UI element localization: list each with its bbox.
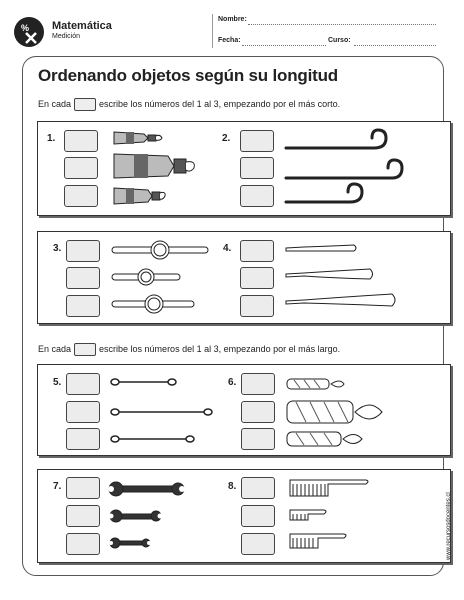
answer-box[interactable]	[66, 295, 100, 317]
answer-box[interactable]	[64, 185, 98, 207]
subject-title: Matemática	[52, 20, 112, 32]
topic-subtitle: Medición	[52, 33, 81, 40]
answer-box[interactable]	[241, 505, 275, 527]
exercise-number: 2.	[222, 133, 231, 144]
answer-box[interactable]	[66, 240, 100, 262]
answer-box[interactable]	[66, 373, 100, 395]
logo-icon	[14, 17, 44, 47]
date-field[interactable]	[242, 45, 326, 46]
date-label: Fecha:	[218, 37, 241, 44]
example-box	[74, 98, 96, 111]
comb-icon	[288, 474, 378, 556]
page-header	[0, 0, 464, 52]
exercise-number: 1.	[47, 133, 56, 144]
answer-box[interactable]	[64, 157, 98, 179]
answer-box[interactable]	[66, 477, 100, 499]
answer-box[interactable]	[66, 505, 100, 527]
answer-box[interactable]	[66, 428, 100, 450]
answer-box[interactable]	[241, 373, 275, 395]
footer-url: www.recursosdocentes.cl	[446, 492, 452, 560]
baseball-bat-icon	[284, 238, 404, 316]
answer-box[interactable]	[241, 428, 275, 450]
svg-text:%: %	[21, 23, 30, 33]
instruction-text-end: escribe los números del 1 al 3, empezando por el más corto.	[99, 98, 341, 109]
cotton-swab-icon	[110, 372, 220, 448]
worksheet-title: Ordenando objetos según su longitud	[38, 66, 338, 85]
name-label: Nombre:	[218, 16, 247, 23]
course-field[interactable]	[354, 45, 436, 46]
header-divider	[212, 14, 213, 48]
wrench-icon	[108, 474, 208, 556]
answer-box[interactable]	[240, 130, 274, 152]
answer-box[interactable]	[64, 130, 98, 152]
course-label: Curso:	[328, 37, 351, 44]
instruction-longest	[38, 343, 340, 356]
paint-tube-icon	[110, 126, 210, 210]
exercise-number: 8.	[228, 481, 237, 492]
exercise-number: 4.	[223, 243, 232, 254]
candle-icon	[284, 370, 394, 450]
answer-box[interactable]	[240, 185, 274, 207]
answer-box[interactable]	[240, 157, 274, 179]
instruction-text-end: escribe los números del 1 al 3, empezando por el más largo.	[99, 343, 341, 354]
answer-box[interactable]	[66, 267, 100, 289]
name-field[interactable]	[248, 24, 436, 25]
wristwatch-icon	[110, 238, 220, 316]
answer-box[interactable]	[241, 533, 275, 555]
answer-box[interactable]	[240, 240, 274, 262]
exercise-number: 5.	[53, 377, 62, 388]
instruction-text-start: En cada	[38, 343, 72, 354]
exercise-number: 7.	[53, 481, 62, 492]
answer-box[interactable]	[241, 401, 275, 423]
answer-box[interactable]	[240, 295, 274, 317]
cane-icon	[282, 126, 412, 210]
answer-box[interactable]	[66, 533, 100, 555]
instruction-shortest	[38, 98, 340, 111]
exercise-number: 6.	[228, 377, 237, 388]
answer-box[interactable]	[240, 267, 274, 289]
answer-box[interactable]	[241, 477, 275, 499]
instruction-text-start: En cada	[38, 98, 72, 109]
example-box	[74, 343, 96, 356]
answer-box[interactable]	[66, 401, 100, 423]
exercise-number: 3.	[53, 243, 62, 254]
